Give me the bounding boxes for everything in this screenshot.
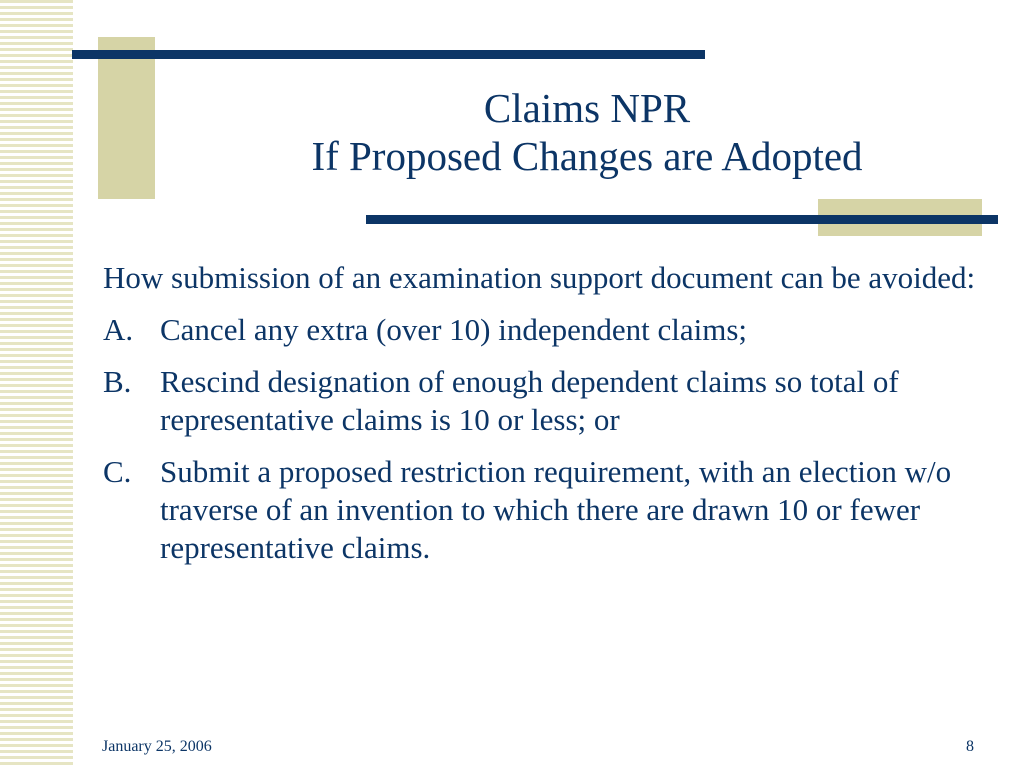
list-text-b: Rescind designation of enough dependent claims so total of representative claims is 10 or less; or [160,364,899,437]
list-item-c [103,453,983,567]
intro-text: How submission of an examination support document can be avoided: [103,260,976,295]
title-rule-bottom [366,215,998,224]
list-item-a [103,311,983,349]
slide-body [103,259,983,581]
title-line-1: Claims NPR [483,85,691,131]
list-marker-a: A. [103,312,134,347]
list-marker-c: C. [103,454,132,489]
slide-title [150,84,1024,180]
decorative-tan-block-top [98,37,155,199]
page-number: 8 [966,738,974,755]
list-text-c: Submit a proposed restriction requirement, with an election w/o traverse of an invention to which there are drawn 10 or fewer representative claims. [160,454,952,565]
title-rule-top [72,50,705,59]
list-item-b [103,363,983,439]
left-decorative-stripes [0,0,73,768]
title-line-2: If Proposed Changes are Adopted [311,133,863,179]
list-text-a: Cancel any extra (over 10) independent claims; [160,312,748,347]
list-marker-b: B. [103,364,132,399]
intro-paragraph [103,259,983,297]
footer-date: January 25, 2006 [102,738,212,755]
